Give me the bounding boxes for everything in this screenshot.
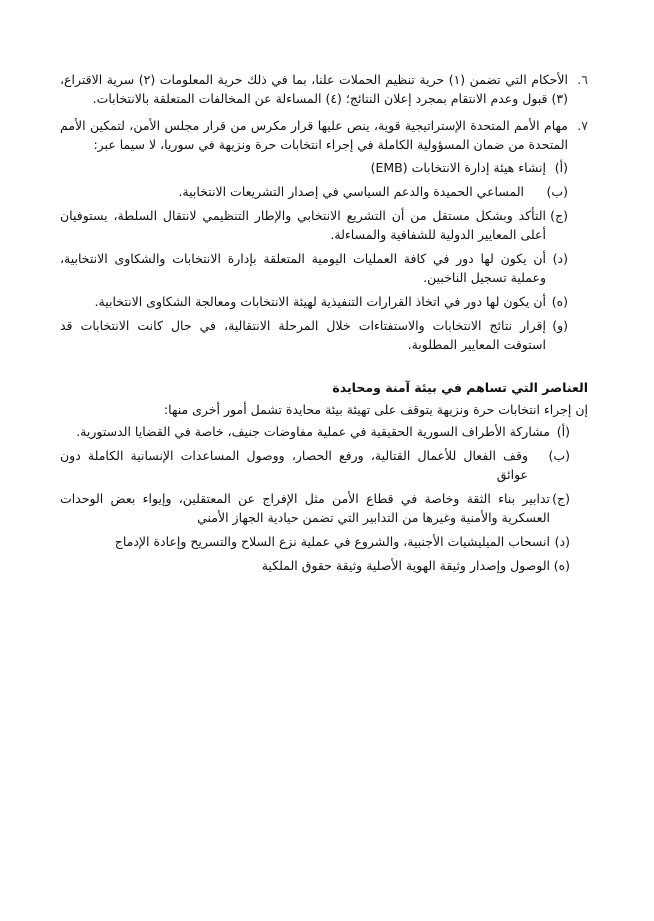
- section-heading: العناصر التي تساهم في بيئة آمنة ومحايدة: [332, 380, 588, 395]
- list-item-label: (و): [552, 318, 568, 333]
- list-item: [60, 446, 570, 484]
- list-item: [60, 158, 568, 177]
- list-item-label: (أ): [554, 160, 568, 175]
- list-item-text: إقرار نتائج الانتخابات والاستفتاءات خلال المرحلة الانتقالية، في حال كانت الانتخابات قد استوفت المعايير المطلوبة.: [60, 318, 546, 352]
- paragraph-number: ٦.: [577, 72, 588, 87]
- list-item-text: انسحاب الميليشيات الأجنبية، والشروع في عملية نزع السلاح والتسريح وإعادة الإدماج: [114, 534, 550, 549]
- list-item-label: (د): [554, 534, 570, 549]
- document-body: [60, 70, 588, 580]
- list-item: [60, 316, 568, 354]
- list-item: [60, 489, 570, 527]
- list-item: [60, 422, 570, 441]
- list-item: [60, 182, 568, 201]
- list-item-text: التأكد وبشكل مستقل من أن التشريع الانتخابي والإطار التنظيمي لانتقال السلطة، يستوفيان أعلى المعايير الدولية للشفافية والمساءلة.: [60, 208, 546, 242]
- list-item-text: أن يكون لها دور في كافة العمليات اليومية المتعلقة بإدارة الانتخابات والشكاوى الانتخابية، وعملية تسجيل الناخبين.: [60, 251, 546, 285]
- paragraph-7: [60, 116, 588, 154]
- list-item-label: (ه): [553, 558, 570, 573]
- list-item: [60, 532, 570, 551]
- list-item-label: (ه): [551, 294, 568, 309]
- list-item-text: أن يكون لها دور في اتخاذ القرارات التنفيذية لهيئة الانتخابات ومعالجة الشكاوى الانتخابية.: [94, 294, 546, 309]
- list-item-label: (ب): [548, 448, 570, 463]
- section-list: [60, 422, 588, 575]
- list-item-label: (ج): [550, 208, 568, 223]
- list-item-text: وقف الفعال للأعمال القتالية، ورفع الحصار، ووصول المساعدات الإنسانية الكاملة دون عوائق: [60, 448, 528, 482]
- list-item-text: مشاركة الأطراف السورية الحقيقية في عملية مفاوضات جنيف، خاصة في القضايا الدستورية.: [76, 424, 550, 439]
- list-item: [60, 556, 570, 575]
- paragraph-text: الأحكام التي تضمن (١) حرية تنظيم الحملات علنا، بما في ذلك حرية المعلومات (٢) سرية الاقتراع، (٣) قبول وعدم الانتقام بمجرد إعلان النتائج؛ (٤) المساءلة عن المخالفات المتعلقة بالانتخابات.: [60, 72, 568, 106]
- list-item-text: إنشاء هيئة إدارة الانتخابات (EMB): [370, 160, 546, 175]
- list-item: [60, 249, 568, 287]
- paragraph-6: [60, 70, 588, 108]
- list-item-label: (أ): [556, 424, 570, 439]
- list-item: [60, 292, 568, 311]
- list-item-label: (د): [552, 251, 568, 266]
- list-item-text: الوصول وإصدار وثيقة الهوية الأصلية وثيقة حقوق الملكية: [261, 558, 550, 573]
- list-item-label: (ب): [546, 184, 568, 199]
- list-item: [60, 206, 568, 244]
- list-item-text: المساعي الحميدة والدعم السياسي في إصدار التشريعات الانتخابية.: [178, 184, 524, 199]
- section-intro: إن إجراء انتخابات حرة ونزيهة يتوقف على تهيئة بيئة محايدة تشمل أمور أخرى منها:: [163, 402, 588, 417]
- paragraph-text: مهام الأمم المتحدة الإستراتيجية قوية، ينص عليها قرار مكرس من قرار مجلس الأمن، لتمكين الأمم المتحدة من ضمان المسؤولية الكاملة في إجراء انتخابات حرة ونزيهة في سوريا، لا سيما عبر:: [60, 118, 568, 152]
- paragraph-7-list: [60, 158, 588, 354]
- paragraph-number: ٧.: [577, 118, 588, 133]
- list-item-label: (ج): [552, 491, 570, 506]
- list-item-text: تدابير بناء الثقة وخاصة في قطاع الأمن مثل الإفراج عن المعتقلين، وإيواء بعض الوحدات العسكرية والأمنية وغيرها من التدابير التي تضمن حيادية الجهاز الأمني: [60, 491, 550, 525]
